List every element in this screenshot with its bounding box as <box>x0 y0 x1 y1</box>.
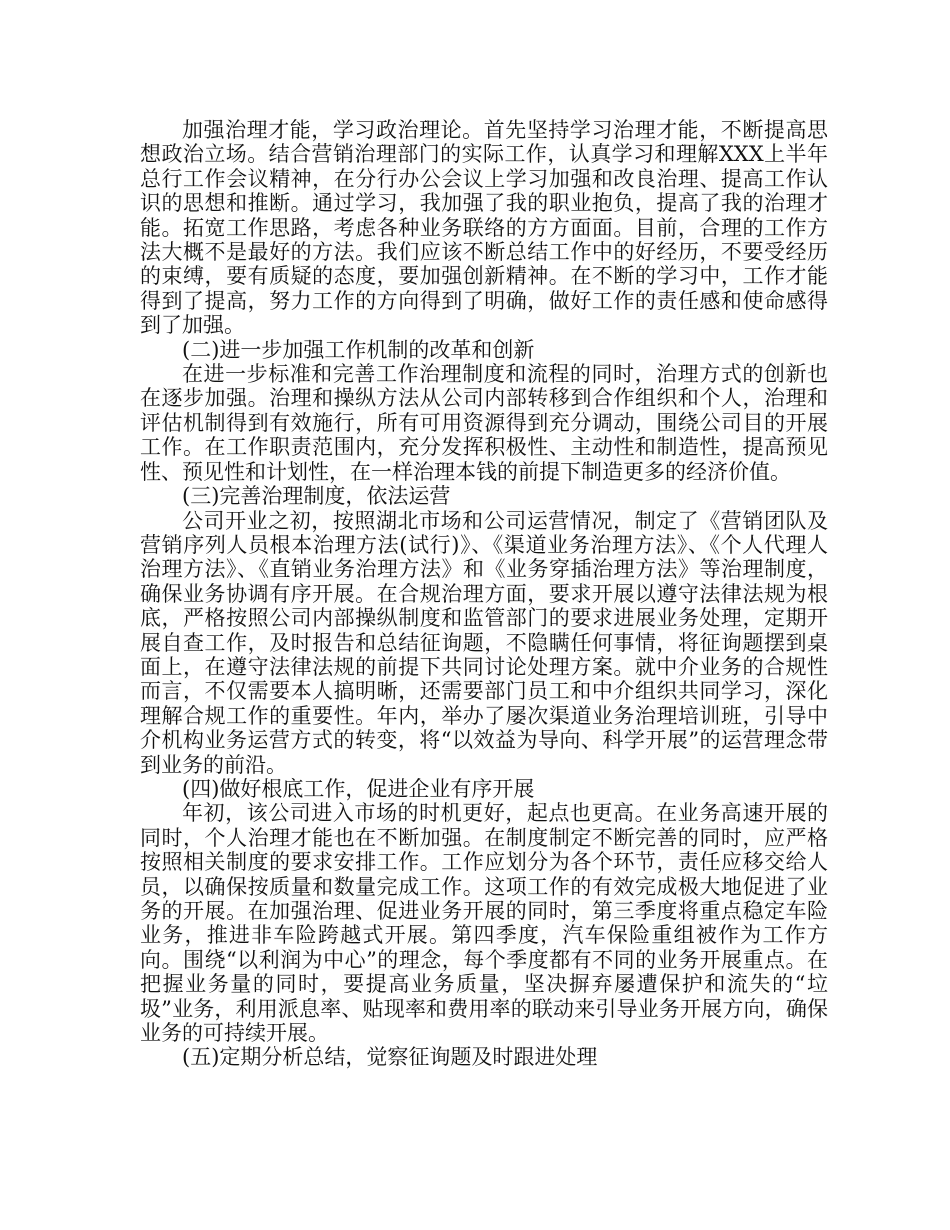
section-heading: (四)做好根底工作，促进企业有序开展 <box>182 776 535 801</box>
section-heading: (二)进一步加强工作机制的改革和创新 <box>182 337 535 362</box>
body-paragraph: 年初，该公司进入市场的时机更好，起点也更高。在业务高速开展的同时，个人治理才能也在不断加强。在制度制定不断完善的同时，应严格按照相关制度的要求安排工作。工作应划分为各个环节，责任应移交给人员，以确保按质量和数量完成工作。这项工作的有效完成极大地促进了业务的开展。在加强治理、促进业务开展的同时，第三季度将重点稳定车险业务，推进非车险跨越式开展。第四季度，汽车保险重组被作为工作方向。围绕“以利润为中心”的理念，每个季度都有不同的业务开展重点。在把握业务量的同时，要提高业务质量，坚决摒弃屡遭保护和流失的“垃圾”业务，利用派息率、贴现率和费用率的联动来引导业务开展方向，确保业务的可持续开展。 <box>140 801 828 1046</box>
section-heading: (五)定期分析总结，觉察征询题及时跟进处理 <box>182 1045 598 1070</box>
body-paragraph: 公司开业之初，按照湖北市场和公司运营情况，制定了《营销团队及营销序列人员根本治理方法(试行)》、《渠道业务治理方法》、《个人代理人治理方法》、《直销业务治理方法》和《业务穿插治理方法》等治理制度，确保业务协调有序开展。在合规治理方面，要求开展以遵守法律法规为根底，严格按照公司内部操纵制度和监管部门的要求进展业务处理，定期开展自查工作，及时报告和总结征询题，不隐瞒任何事情，将征询题摆到桌面上，在遵守法律法规的前提下共同讨论处理方案。就中介业务的合规性而言，不仅需要本人搞明晰，还需要部门员工和中介组织共同学习，深化理解合规工作的重要性。年内，举办了屡次渠道业务治理培训班，引导中介机构业务运营方式的转变，将“以效益为导向、科学开展”的运营理念带到业务的前沿。 <box>140 508 828 777</box>
body-paragraph: 在进一步标准和完善工作治理制度和流程的同时，治理方式的创新也在逐步加强。治理和操纵方法从公司内部转移到合作组织和个人，治理和评估机制得到有效施行，所有可用资源得到充分调动，围绕公司目的开展工作。在工作职责范围内，充分发挥积极性、主动性和制造性，提高预见性、预见性和计划性，在一样治理本钱的前提下制造更多的经济价值。 <box>140 362 828 484</box>
section-heading: (三)完善治理制度，依法运营 <box>182 484 451 509</box>
body-paragraph: 加强治理才能，学习政治理论。首先坚持学习治理才能，不断提高思想政治立场。结合营销治理部门的实际工作，认真学习和理解XXX上半年总行工作会议精神，在分行办公会议上学习加强和改良治理、提高工作认识的思想和推断。通过学习，我加强了我的职业抱负，提高了我的治理才能。拓宽工作思路，考虑各种业务联络的方方面面。目前，合理的工作方法大概不是最好的方法。我们应该不断总结工作中的好经历，不要受经历的束缚，要有质疑的态度，要加强创新精神。在不断的学习中，工作才能得到了提高，努力工作的方向得到了明确，做好工作的责任感和使命感得到了加强。 <box>140 118 828 338</box>
document-page <box>140 118 828 1070</box>
